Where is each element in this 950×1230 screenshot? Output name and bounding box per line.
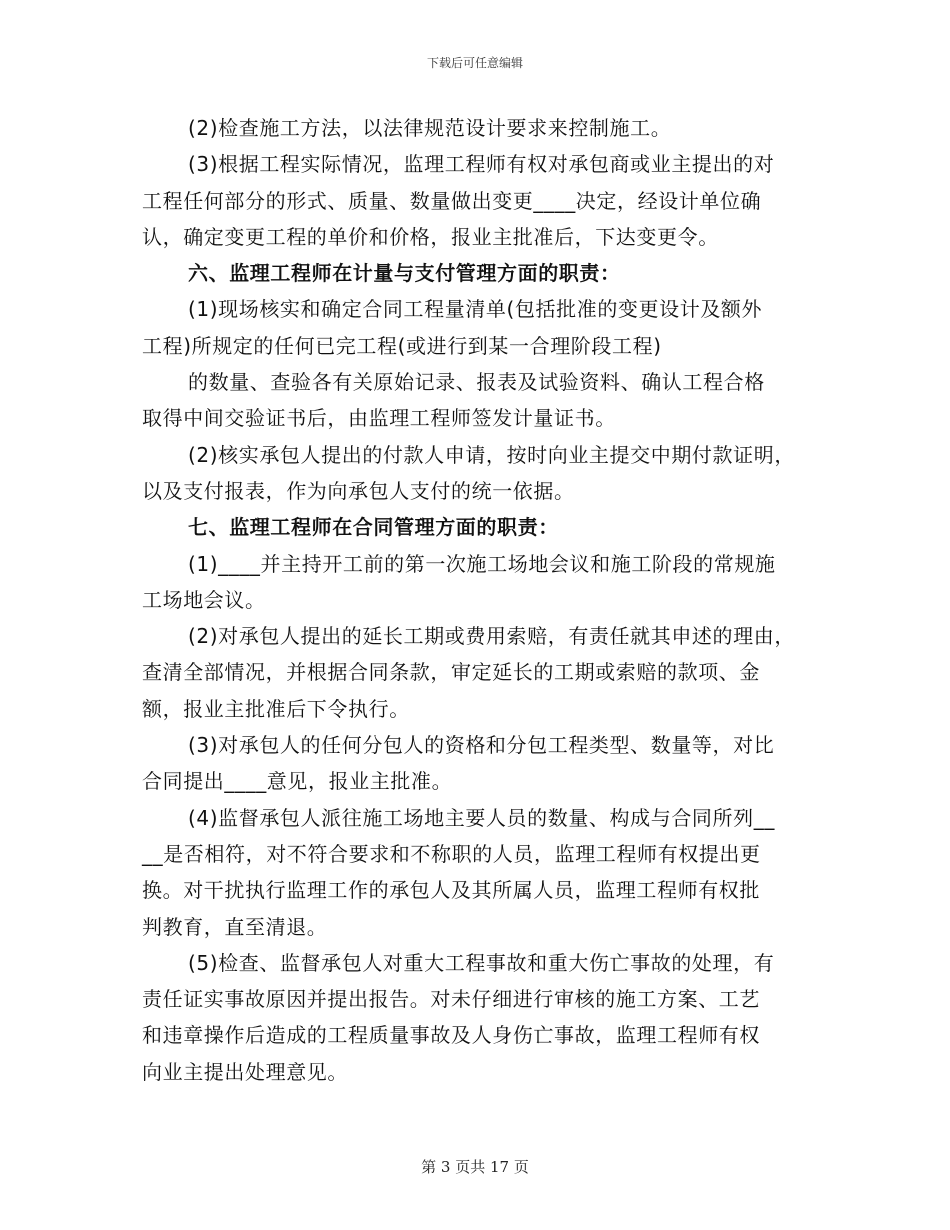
- text-line: (4)监督承包人派往施工场地主要人员的数量、构成与合同所列__: [188, 805, 775, 830]
- text-line: 工场地会议。: [142, 587, 266, 612]
- text-line: 合同提出____意见，报业主批准。: [142, 769, 453, 794]
- text-line: 和违章操作后造成的工程质量事故及人身伤亡事故，监理工程师有权: [142, 1023, 760, 1048]
- section-heading: 七、监理工程师在合同管理方面的职责：: [188, 515, 559, 540]
- text-line: 向业主提出处理意见。: [142, 1059, 348, 1084]
- text-line: (5)检查、监督承包人对重大工程事故和重大伤亡事故的处理，有: [188, 950, 775, 975]
- text-line: (1)现场核实和确定合同工程量清单(包括批准的变更设计及额外: [188, 297, 763, 322]
- text-line: 认，确定变更工程的单价和价格，报业主批准后，下达变更令。: [142, 224, 719, 249]
- text-line: 判教育，直至清退。: [142, 914, 328, 939]
- text-line: 工程)所规定的任何已完工程(或进行到某一合理阶段工程): [142, 333, 662, 358]
- text-line: (2)对承包人提出的延长工期或费用索赔，有责任就其申述的理由，: [188, 624, 795, 649]
- section-heading: 六、监理工程师在计量与支付管理方面的职责：: [188, 261, 621, 286]
- text-line: 以及支付报表，作为向承包人支付的统一依据。: [142, 478, 575, 503]
- text-line: 工程任何部分的形式、质量、数量做出变更____决定，经设计单位确: [142, 188, 762, 213]
- text-line: (3)根据工程实际情况，监理工程师有权对承包商或业主提出的对: [188, 152, 775, 177]
- text-line: (2)核实承包人提出的付款人申请，按时向业主提交中期付款证明，: [188, 442, 795, 467]
- page-header-note: 下载后可任意编辑: [426, 56, 523, 70]
- document-body: [142, 110, 822, 1090]
- text-line: 换。对干扰执行监理工作的承包人及其所属人员，监理工程师有权批: [142, 878, 760, 903]
- text-line: __是否相符，对不符合要求和不称职的人员，监理工程师有权提出更: [142, 841, 761, 866]
- text-line: 责任证实事故原因并提出报告。对未仔细进行审核的施工方案、工艺: [142, 987, 760, 1012]
- text-line: 的数量、查验各有关原始记录、报表及试验资料、确认工程合格: [188, 370, 765, 395]
- text-line: 取得中间交验证书后，由监理工程师签发计量证书。: [142, 406, 616, 431]
- text-line: (2)检查施工方法，以法律规范设计要求来控制施工。: [188, 116, 672, 140]
- text-line: (3)对承包人的任何分包人的资格和分包工程类型、数量等，对比: [188, 733, 775, 758]
- text-line: 查清全部情况，并根据合同条款，审定延长的工期或索赔的款项、金: [142, 660, 760, 685]
- text-line: (1)____并主持开工前的第一次施工场地会议和施工阶段的常规施: [188, 551, 776, 576]
- page-number: 第 3 页共 17 页: [421, 1158, 529, 1176]
- text-line: 额，报业主批准后下令执行。: [142, 696, 410, 721]
